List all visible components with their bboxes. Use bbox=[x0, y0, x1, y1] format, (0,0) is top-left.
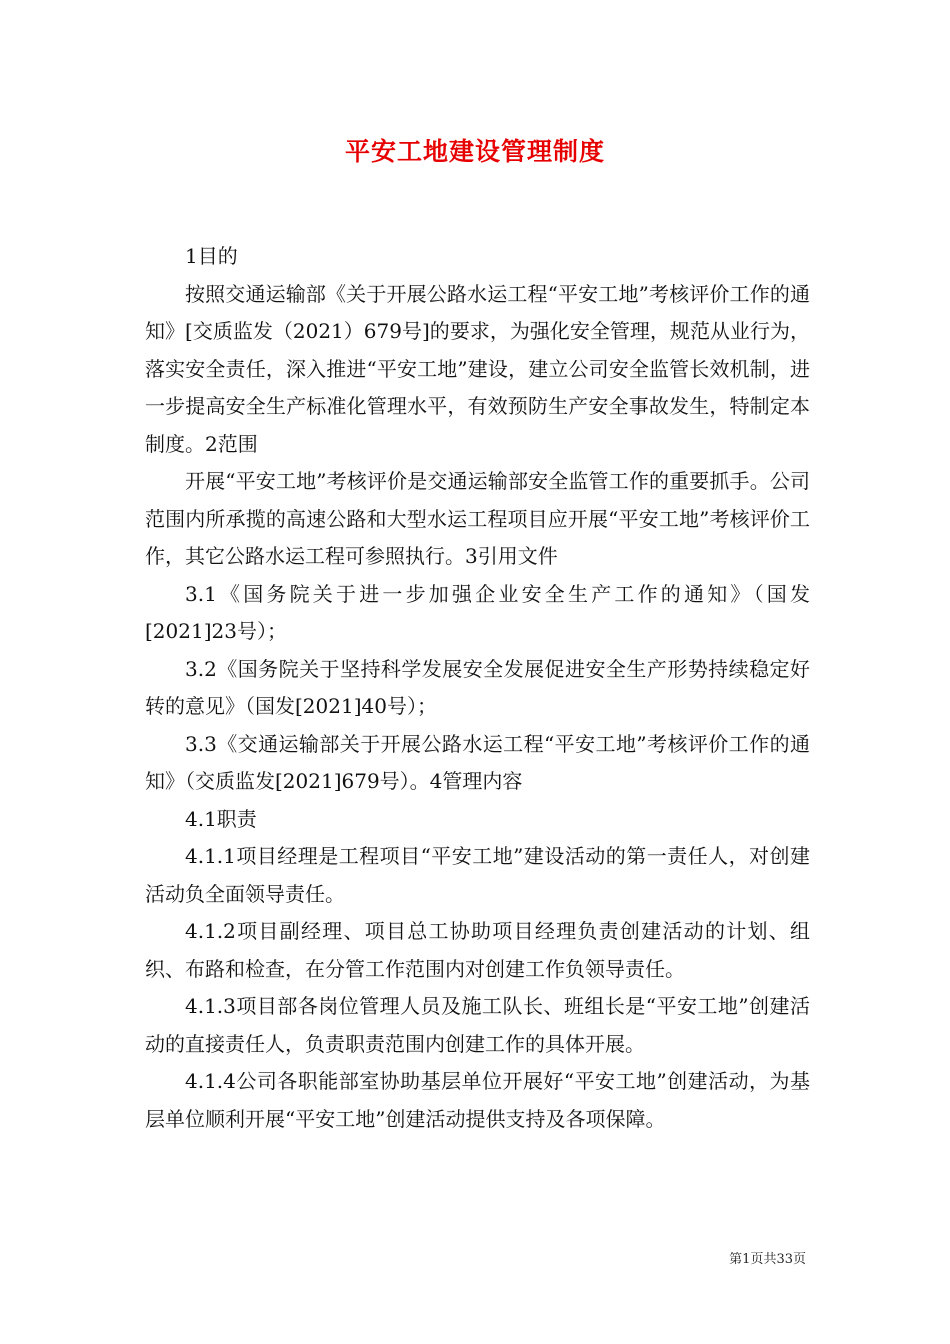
document-body bbox=[145, 238, 810, 1138]
page-number: 第1页共33页 bbox=[729, 1252, 806, 1267]
paragraph: 开展“平安工地”考核评价是交通运输部安全监管工作的重要抓手。公司范围内所承揽的高速公路和大型水运工程项目应开展“平安工地”考核评价工作，其它公路水运工程可参照执行。3引用文件 bbox=[145, 469, 810, 568]
paragraph: 3.2《国务院关于坚持科学发展安全发展促进安全生产形势持续稳定好转的意见》（国发[2021]40号）； bbox=[145, 656, 810, 718]
paragraph: 按照交通运输部《关于开展公路水运工程“平安工地”考核评价工作的通知》[交质监发（2021）679号]的要求，为强化安全管理，规范从业行为，落实安全责任，深入推进“平安工地”建设，建立公司安全监管长效机制，进一步提高安全生产标准化管理水平，有效预防生产安全事故发生，特制定本制度。2范围 bbox=[145, 281, 810, 456]
paragraph: 4.1.1项目经理是工程项目“平安工地”建设活动的第一责任人，对创建活动负全面领导责任。 bbox=[145, 844, 810, 906]
paragraph: 4.1职责 bbox=[185, 806, 257, 831]
paragraph: 3.1《国务院关于进一步加强企业安全生产工作的通知》（国发[2021]23号）； bbox=[145, 581, 810, 643]
paragraph: 3.3《交通运输部关于开展公路水运工程“平安工地”考核评价工作的通知》（交质监发[2021]679号）。4管理内容 bbox=[145, 731, 810, 793]
document-title: 平安工地建设管理制度 bbox=[344, 137, 605, 166]
paragraph: 1目的 bbox=[185, 244, 238, 268]
paragraph: 4.1.4公司各职能部室协助基层单位开展好“平安工地”创建活动，为基层单位顺利开展“平安工地”创建活动提供支持及各项保障。 bbox=[145, 1069, 810, 1131]
paragraph: 4.1.2项目副经理、项目总工协助项目经理负责创建活动的计划、组织、布路和检查，在分管工作范围内对创建工作负领导责任。 bbox=[145, 919, 810, 981]
paragraph: 4.1.3项目部各岗位管理人员及施工队长、班组长是“平安工地”创建活动的直接责任人，负责职责范围内创建工作的具体开展。 bbox=[145, 994, 810, 1056]
